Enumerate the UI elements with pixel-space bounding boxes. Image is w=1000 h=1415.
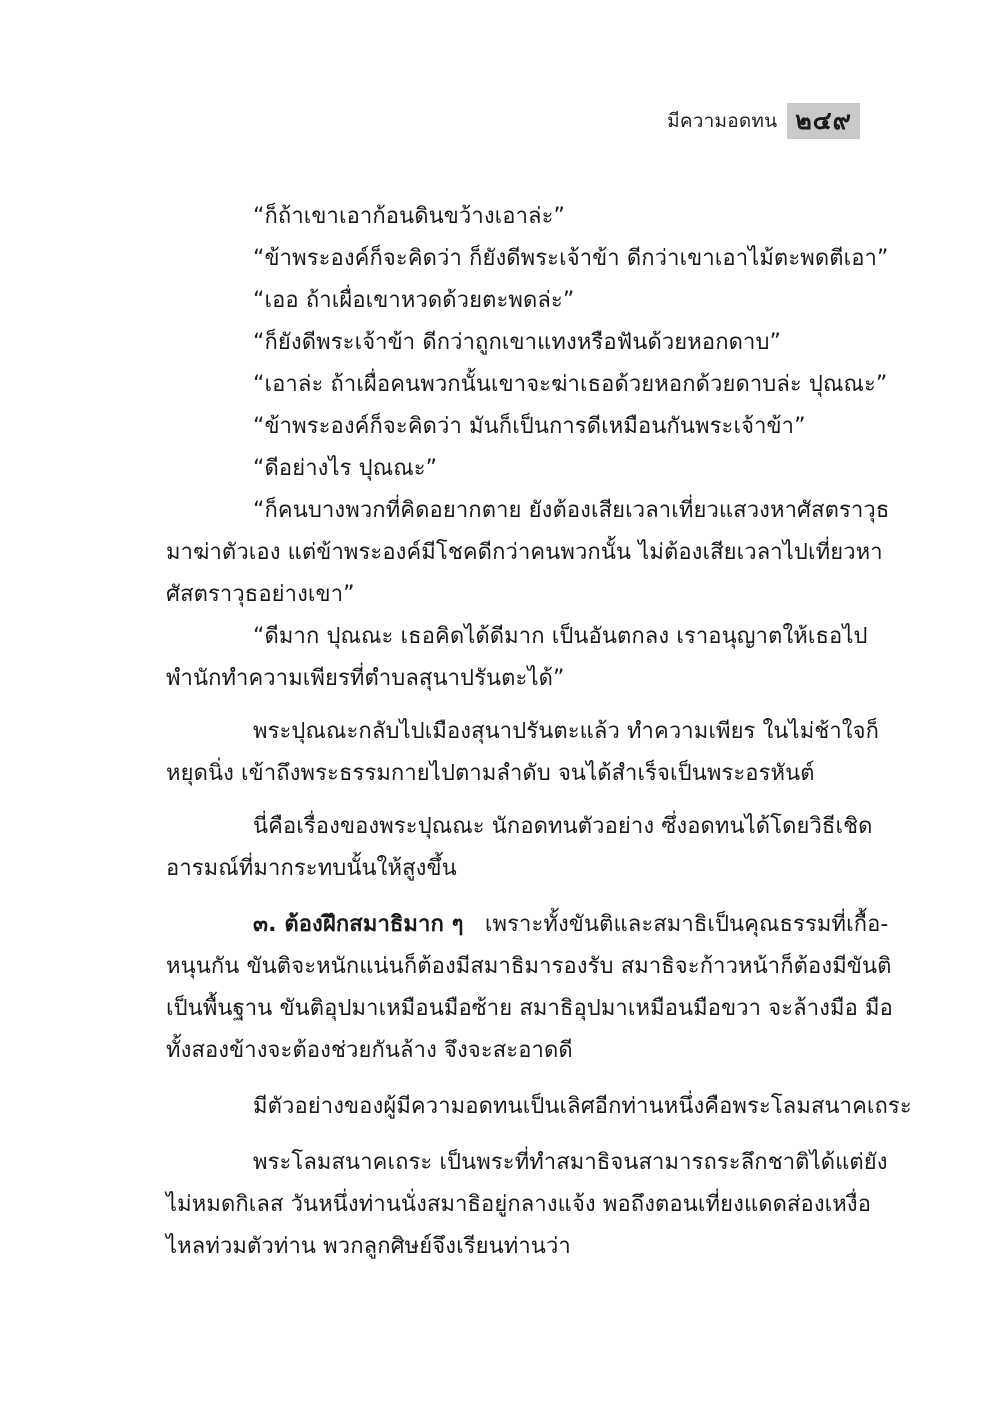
- section-heading: ๓. ต้องฝึกสมาธิมาก ๆ: [253, 912, 464, 937]
- paragraph-line: [166, 904, 889, 946]
- dialogue-line: “ก็ยังดีพระเจ้าข้า ดีกว่าถูกเขาแทงหรือฟันด้วยหอกดาบ”: [253, 330, 782, 355]
- paragraph-line: เป็นพื้นฐาน ขันติอุปมาเหมือนมือซ้าย สมาธิอุปมาเหมือนมือขวา จะล้างมือ มือ: [166, 996, 893, 1021]
- dialogue-line: “เอาล่ะ ถ้าเผื่อคนพวกนั้นเขาจะฆ่าเธอด้วยหอกด้วยดาบล่ะ ปุณณะ”: [253, 372, 888, 397]
- paragraph-line: ศัสตราวุธอย่างเขา”: [166, 582, 355, 607]
- paragraph-line: มาฆ่าตัวเอง แต่ข้าพระองค์มีโชคดีกว่าคนพวกนั้น ไม่ต้องเสียเวลาไปเที่ยวหา: [166, 540, 883, 565]
- page-number: ๒๔๙: [787, 103, 860, 139]
- paragraph-line: “ก็คนบางพวกที่คิดอยากตาย ยังต้องเสียเวลาเที่ยวแสวงหาศัสตราวุธ: [253, 498, 890, 523]
- paragraph-line: “ดีมาก ปุณณะ เธอคิดได้ดีมาก เป็นอันตกลง เราอนุญาตให้เธอไป: [253, 624, 868, 649]
- dialogue-line: “ข้าพระองค์ก็จะคิดว่า มันก็เป็นการดีเหมือนกันพระเจ้าข้า”: [253, 414, 806, 439]
- paragraph-line: มีตัวอย่างของผู้มีความอดทนเป็นเลิศอีกท่านหนึ่งคือพระโลมสนาคเถระ: [253, 1094, 912, 1119]
- dialogue-line: “ดีอย่างไร ปุณณะ”: [253, 456, 438, 481]
- section-text: เพราะทั้งขันติและสมาธิเป็นคุณธรรมที่เกื้อ-: [484, 912, 889, 937]
- dialogue-line: “ข้าพระองค์ก็จะคิดว่า ก็ยังดีพระเจ้าข้า ดีกว่าเขาเอาไม้ตะพดตีเอา”: [253, 246, 889, 271]
- paragraph-line: นี่คือเรื่องของพระปุณณะ นักอดทนตัวอย่าง ซึ่งอดทนได้โดยวิธีเชิด: [253, 814, 873, 839]
- paragraph-line: พำนักทำความเพียรที่ตำบลสุนาปรันตะได้”: [166, 666, 565, 691]
- paragraph-line: ทั้งสองข้างจะต้องช่วยกันล้าง จึงจะสะอาดดี: [166, 1038, 573, 1063]
- paragraph-line: ไม่หมดกิเลส วันหนึ่งท่านนั่งสมาธิอยู่กลางแจ้ง พอถึงตอนเที่ยงแดดส่องเหงื่อ: [166, 1192, 872, 1217]
- running-header: [667, 103, 860, 139]
- paragraph-line: ไหลท่วมตัวท่าน พวกลูกศิษย์จึงเรียนท่านว่า: [166, 1234, 571, 1259]
- chapter-title: มีความอดทน: [667, 110, 778, 132]
- dialogue-line: “เออ ถ้าเผื่อเขาหวดด้วยตะพดล่ะ”: [253, 288, 575, 313]
- paragraph-line: หยุดนิ่ง เข้าถึงพระธรรมกายไปตามลำดับ จนได้สำเร็จเป็นพระอรหันต์: [166, 761, 815, 786]
- body-text: [166, 196, 912, 1268]
- paragraph-line: อารมณ์ที่มากระทบนั้นให้สูงขึ้น: [166, 856, 457, 881]
- paragraph-line: พระปุณณะกลับไปเมืองสุนาปรันตะแล้ว ทำความเพียร ในไม่ช้าใจก็: [253, 719, 880, 744]
- dialogue-line: “ก็ถ้าเขาเอาก้อนดินขว้างเอาล่ะ”: [253, 204, 566, 229]
- paragraph-line: หนุนกัน ขันติจะหนักแน่นก็ต้องมีสมาธิมารองรับ สมาธิจะก้าวหน้าก็ต้องมีขันติ: [166, 954, 892, 979]
- paragraph-line: พระโลมสนาคเถระ เป็นพระที่ทำสมาธิจนสามารถระลึกชาติได้แต่ยัง: [253, 1150, 888, 1175]
